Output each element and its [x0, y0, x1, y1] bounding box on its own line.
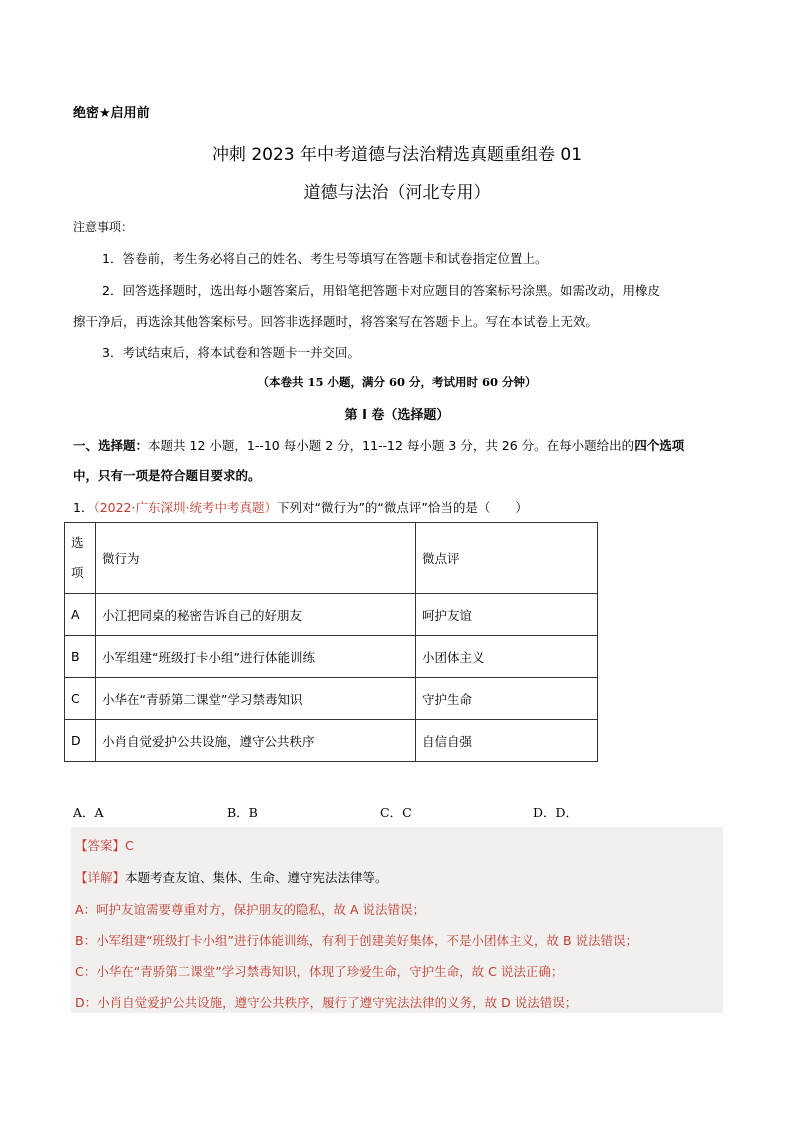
explain-d: D：小肖自觉爱护公共设施，遵守公共秩序，履行了遵守宪法法律的义务，故 D 说法错误；	[75, 995, 578, 1010]
section-body: 本题共 12 小题，1--10 每小题 2 分，11--12 每小题 3 分，共 26 分。在每小题给出的	[148, 438, 635, 453]
notice-item-1: 1．答卷前，考生务必将自己的姓名、考生号等填写在答题卡和试卷指定位置上。	[102, 251, 548, 266]
option-cell: D	[65, 720, 96, 762]
notice-heading: 注意事项：	[73, 220, 134, 234]
answer-line	[75, 836, 134, 854]
header-comment-cell: 微点评	[416, 523, 598, 594]
header-option-cell	[65, 523, 96, 594]
question-text: 下列对“微行为”的“微点评”恰当的是（ ）	[276, 500, 528, 515]
header-option-char1: 选	[71, 535, 84, 550]
table-row	[65, 594, 598, 636]
comment-cell: 守护生命	[416, 678, 598, 720]
exam-title: 冲刺 2023 年中考道德与法治精选真题重组卷 01	[211, 145, 583, 165]
section-instructions-line1	[73, 436, 684, 454]
section-bold: 四个选项	[634, 438, 685, 453]
notice-item-2: 2．回答选择题时，选出每小题答案后，用铅笔把答题卡对应题目的答案标号涂黑。如需改动，用橡皮	[102, 283, 660, 298]
explain-line	[75, 868, 388, 886]
behavior-cell: 小军组建“班级打卡小组”进行体能训练	[96, 636, 416, 678]
part-title: 第 I 卷（选择题）	[344, 408, 450, 423]
option-b: B．B	[227, 805, 258, 820]
section-label: 一、选择题：	[73, 438, 149, 453]
table-row	[65, 678, 598, 720]
comment-cell: 小团体主义	[416, 636, 598, 678]
section-instructions-line2: 中，只有一项是符合题目要求的。	[73, 468, 261, 483]
notice-item-2-cont: 擦干净后，再选涂其他答案标号。回答非选择题时，将答案写在答题卡上。写在本试卷上无效。	[73, 314, 599, 329]
explain-a: A：呵护友谊需要尊重对方，保护朋友的隐私，故 A 说法错误；	[75, 902, 426, 917]
option-a: A．A	[73, 805, 104, 820]
question-1-table	[64, 522, 598, 762]
secret-mark: 绝密★启用前	[73, 106, 150, 121]
option-c: C．C	[380, 805, 412, 820]
comment-cell: 呵护友谊	[416, 594, 598, 636]
explain-b: B：小军组建“班级打卡小组”进行体能训练，有利于创建美好集体，不是小团体主义，故 B 说法错误；	[75, 933, 639, 948]
answer-panel	[71, 827, 723, 1013]
table-row	[65, 720, 598, 762]
exam-meta: （本卷共 15 小题，满分 60 分，考试用时 60 分钟）	[257, 375, 537, 389]
behavior-cell: 小江把同桌的秘密告诉自己的好朋友	[96, 594, 416, 636]
table-row	[65, 636, 598, 678]
question-source: （2022·广东深圳·统考中考真题）	[93, 500, 277, 515]
behavior-cell: 小华在“青骄第二课堂”学习禁毒知识	[96, 678, 416, 720]
behavior-cell: 小肖自觉爱护公共设施，遵守公共秩序	[96, 720, 416, 762]
explain-c: C：小华在“青骄第二课堂”学习禁毒知识，体现了珍爱生命，守护生命，故 C 说法正确；	[75, 964, 564, 979]
answer-label: 【答案】	[75, 838, 126, 853]
option-cell: C	[65, 678, 96, 720]
question-number: 1．	[73, 500, 94, 515]
table-header-row	[65, 523, 598, 594]
notice-item-3: 3．考试结束后，将本试卷和答题卡一并交回。	[102, 345, 360, 360]
answer-value: C	[125, 838, 134, 853]
header-option-char2: 项	[71, 565, 84, 580]
header-behavior-cell: 微行为	[96, 523, 416, 594]
option-cell: B	[65, 636, 96, 678]
explain-label: 【详解】	[75, 870, 126, 885]
option-cell: A	[65, 594, 96, 636]
explain-intro: 本题考查友谊、集体、生命、遵守宪法法律等。	[125, 870, 388, 885]
option-d: D．D．	[533, 805, 579, 820]
question-1-stem	[73, 498, 528, 516]
exam-subtitle: 道德与法治（河北专用）	[303, 183, 491, 203]
comment-cell: 自信自强	[416, 720, 598, 762]
